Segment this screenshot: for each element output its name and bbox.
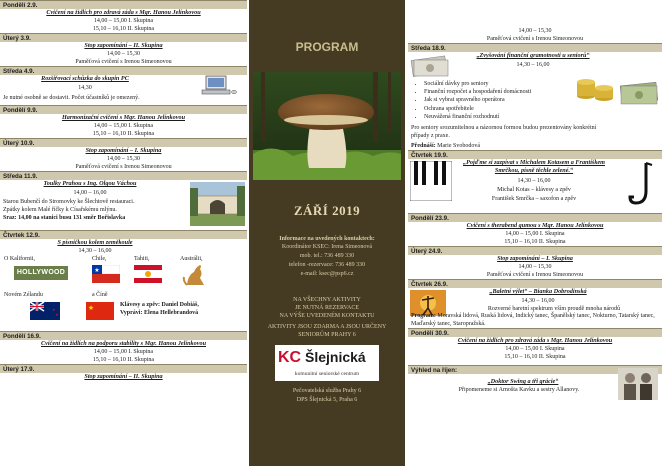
day-header: Pondělí 9.9. bbox=[0, 105, 247, 114]
program-label: Program: bbox=[411, 313, 436, 319]
topic-item: • Jak si vybrat spravného operátora bbox=[424, 96, 531, 104]
walk-event bbox=[0, 180, 247, 230]
country-label: Austrálii, bbox=[180, 256, 203, 262]
event-time: 14,00 – 15,30 bbox=[107, 156, 140, 162]
day-header: Středa 18.9. bbox=[408, 43, 662, 52]
notice-line: NA VÝŠE UVEDENÉM KONTAKTU bbox=[279, 313, 375, 319]
outlook-header: Výhled na říjen: bbox=[408, 365, 662, 374]
event-time: 14,00 – 15,00 I. Skupina bbox=[93, 18, 154, 24]
notice-line: AKTIVITY JSOU ZDARMA A JSOU URČENY bbox=[267, 324, 387, 330]
event-meeting-point: Sraz: 14,00 na stanici busu 131 směr Bořislavka bbox=[3, 215, 126, 221]
event-time: 15,10 – 16,10 II. Skupina bbox=[504, 354, 566, 360]
event-title: Stop zapomínání – I. Skupina bbox=[85, 147, 162, 154]
contact-phone: telefon -rezervace: 736 489 330 bbox=[288, 262, 366, 268]
day-header: Čtvrtek 12.9. bbox=[0, 230, 247, 239]
hollywood-sign-image: HOLLYWOOD bbox=[14, 266, 68, 280]
outlook-event bbox=[408, 374, 662, 402]
country-label: Novém Zélandu bbox=[4, 292, 43, 298]
event-lecturer bbox=[408, 142, 659, 150]
event-time: 14,30 – 16,00 bbox=[517, 178, 551, 184]
event-detail: Paměťová cvičení s Irenou Simeonovou bbox=[486, 36, 584, 42]
event-time: 14,30 – 16,00 bbox=[78, 248, 112, 254]
event-time: 15,10 – 16,10 II. Skupina bbox=[504, 239, 566, 245]
tahiti-flag-icon bbox=[134, 265, 162, 283]
country-label: Chile, bbox=[92, 256, 107, 262]
event-performer: Klávesy a zpěv: Daniel Dobiáš, bbox=[120, 302, 199, 308]
contact-coordinator: Koordinátor KSEC: Irena Simeonová bbox=[281, 244, 373, 250]
left-column bbox=[0, 0, 247, 466]
chile-flag-icon bbox=[92, 265, 120, 283]
address-line: DPS Šlejnická 5, Praha 6 bbox=[296, 397, 358, 403]
country-label: Tahiti, bbox=[134, 256, 150, 262]
event-time: 15,10 – 16,10 II. Skupina bbox=[92, 131, 155, 137]
event-description: Rozverné baretní spektrum vším proudě mnoha národů bbox=[487, 306, 621, 312]
event-time: 14,00 – 15,00 I. Skupina bbox=[93, 123, 154, 129]
day-header: Úterý 24.9. bbox=[408, 246, 662, 255]
center-panel bbox=[249, 0, 405, 466]
day-header: Pondělí 16.9. bbox=[0, 331, 247, 340]
event-title: Cvičení na židlích pro zdravá záda s Mgr. Hanou Jelínkovou bbox=[457, 337, 613, 344]
event-title: S písničkou kolem zeměkoule bbox=[57, 239, 133, 246]
singers-photo-image bbox=[618, 368, 658, 400]
svg-text:★: ★ bbox=[55, 312, 59, 317]
event-time: 14,30 bbox=[78, 85, 92, 91]
event-description: Připomeneme si Arnošta Kavku a sestry Allanovy. bbox=[458, 387, 580, 393]
day-header: Pondělí 2.9. bbox=[0, 0, 247, 9]
notice-line: JE NUTNÁ REZERVACE bbox=[294, 305, 360, 311]
pc-event bbox=[0, 75, 247, 105]
topic-item: • Sociální dávky pro seniory bbox=[424, 80, 531, 88]
finance-event bbox=[408, 52, 662, 170]
topic-list bbox=[410, 80, 531, 121]
logo-name: Šlejnická bbox=[305, 349, 366, 365]
day-header: Úterý 17.9. bbox=[0, 364, 247, 373]
event-title: Stop zapomínání – I. Skupina bbox=[497, 255, 573, 262]
month-title: ZÁŘÍ 2019 bbox=[293, 203, 361, 218]
banknotes-image bbox=[410, 54, 450, 78]
event-time: 15,10 – 16,10 II. Skupina bbox=[92, 26, 155, 32]
event-detail: Paměťová cvičení s Irenou Simeonovou bbox=[75, 164, 172, 170]
day-header: Úterý 3.9. bbox=[0, 33, 247, 42]
address-line: Pečovatelská služba Prahy 6 bbox=[292, 388, 362, 394]
event-detail: Starou Bubenčí do Stromovky ke Šlechtově restauraci. bbox=[3, 199, 135, 205]
event-title: Stop zapomínání – II. Skupina bbox=[84, 42, 163, 49]
computer-icon bbox=[200, 75, 238, 95]
lecturer-name: Marie Svobodová bbox=[435, 143, 480, 149]
day-header: Čtvrtek 26.9. bbox=[408, 279, 662, 288]
event-detail: Paměťová cvičení s Irenou Simeonovou bbox=[486, 272, 584, 278]
coins-image bbox=[576, 72, 616, 102]
notice-line: NA VŠECHNY AKTIVITY bbox=[293, 297, 361, 303]
saxophone-icon bbox=[626, 161, 656, 207]
event-title: Cvičení s therabend gumou s Mgr. Hanou Jelínkovou bbox=[466, 222, 604, 229]
event-time: 14,00 – 15,30 bbox=[518, 28, 552, 34]
contact-heading: Informace na uvedených kontaktech: bbox=[279, 236, 375, 242]
logo-kc: KC bbox=[278, 349, 302, 366]
event-detail: Paměťová cvičení s Irenou Simeonovou bbox=[75, 59, 172, 65]
event-detail: Je nutné osobně se dostavit. Počet účastníků je omezený. bbox=[3, 95, 140, 101]
event-program bbox=[408, 313, 659, 328]
event-title: Rozšiřovací schůzka do skupin PC bbox=[41, 75, 129, 82]
countries-block bbox=[0, 255, 247, 331]
topic-item: • Ochrana spotřebitele bbox=[424, 105, 531, 113]
singing-event bbox=[408, 159, 662, 213]
day-header: Úterý 10.9. bbox=[0, 138, 247, 147]
castle-gate-image bbox=[190, 182, 245, 226]
day-header: Středa 4.9. bbox=[0, 66, 247, 75]
ballet-event bbox=[408, 288, 662, 332]
svg-text:★: ★ bbox=[52, 307, 56, 312]
day-header: Pondělí 23.9. bbox=[408, 213, 662, 222]
day-header: Čtvrtek 19.9. bbox=[408, 150, 662, 159]
event-time: 14,30 – 16,00 bbox=[521, 298, 555, 304]
notice-line: SENIORŮM PRAHY 6 bbox=[298, 332, 356, 338]
day-header: Středa 11.9. bbox=[0, 171, 247, 180]
day-header: Pondělí 30.9. bbox=[408, 328, 662, 337]
program-list: Moravská lidová, Ruská lidová, Indický tanec, Španělský tanec, Nokturno, Tatarský tanec, Maďarský tanec, Staropražská. bbox=[411, 313, 655, 327]
china-flag-icon bbox=[86, 302, 114, 320]
piano-keys-image bbox=[410, 161, 452, 201]
topic-item: • Neuvážená finanční rozhodnutí bbox=[424, 113, 531, 121]
event-time: 14,00 – 15,30 bbox=[518, 264, 552, 270]
logo-subtitle: komunitní seniorské centrum bbox=[294, 371, 360, 377]
event-title: „Pojďme si zazpívat s Michalem Kotasem a Františkem Smrčkou, písně těchle zelené.“ bbox=[463, 159, 605, 174]
event-title: Toulky Prahou s Ing. Olgou Váchou bbox=[43, 180, 137, 187]
event-time: 14,00 – 15,00 I. Skupina bbox=[93, 349, 154, 355]
kangaroo-icon bbox=[182, 263, 208, 287]
svg-text:★: ★ bbox=[94, 268, 100, 274]
kc-slejnicka-logo bbox=[275, 345, 379, 381]
event-narrator: Vyprávi: Elena Hellebrandová bbox=[120, 310, 199, 316]
right-column bbox=[408, 0, 662, 466]
event-title: Stop zapomínání – II. Skupina bbox=[84, 373, 163, 380]
event-title: „Doktor Swing a tři grácie“ bbox=[487, 378, 559, 385]
banknotes-stack-image bbox=[620, 80, 658, 106]
new-zealand-flag-icon bbox=[30, 302, 60, 320]
event-time: 14,00 – 15,00 I. Skupina bbox=[505, 231, 565, 237]
program-title: PROGRAM bbox=[295, 40, 359, 54]
event-title: Cvičení na židlích na podporu stability s Mgr. Hanou Jelínkovou bbox=[40, 340, 207, 347]
event-description: Pro seniory srozumitelnou a názornou formou budou prezentovány konkrétní bbox=[411, 125, 597, 131]
country-label: O Kalifornii, bbox=[4, 256, 35, 262]
event-time: 14,00 – 15,00 I. Skupina bbox=[505, 346, 565, 352]
event-performer: František Smrčka – saxofon a zpěv bbox=[491, 196, 577, 202]
event-time: 15,10 – 16,10 II. Skupina bbox=[92, 357, 155, 363]
event-time: 14,00 – 15,30 bbox=[107, 51, 140, 57]
event-title: „Baletní výlet“ – Bianka Dobrodinská bbox=[489, 288, 587, 295]
lecturer-label: Přednáší: bbox=[411, 143, 436, 149]
event-description: případy z praxe. bbox=[411, 133, 450, 139]
event-performer: Michal Kotas – klávesy a zpěv bbox=[497, 187, 571, 193]
topic-item: • Finanční rozpočet a hospodaření domácnosti bbox=[424, 88, 531, 96]
event-title: Harmonizační cvičení s Mgr. Hanou Jelínkovou bbox=[61, 114, 186, 121]
event-detail: Zpátky kolem Malé říčky k Císařskému mlýnu. bbox=[3, 207, 117, 213]
contact-email: e-mail: ksec@psp6.cz bbox=[300, 271, 354, 277]
country-label: a Číně bbox=[92, 292, 108, 298]
event-time: 14,00 – 16,00 bbox=[73, 190, 107, 196]
event-title: Cvičení na židlích pro zdravá záda s Mgr. Hanou Jelínkovou bbox=[46, 9, 201, 16]
event-time: 14,30 – 16,00 bbox=[516, 62, 550, 68]
event-title: „Zvyšování finanční gramotnosti u seniorů“ bbox=[476, 52, 590, 59]
contact-mobile: mob. tel.: 736 489 330 bbox=[299, 253, 355, 259]
mushroom-image bbox=[253, 72, 401, 180]
svg-text:★: ★ bbox=[87, 304, 95, 312]
